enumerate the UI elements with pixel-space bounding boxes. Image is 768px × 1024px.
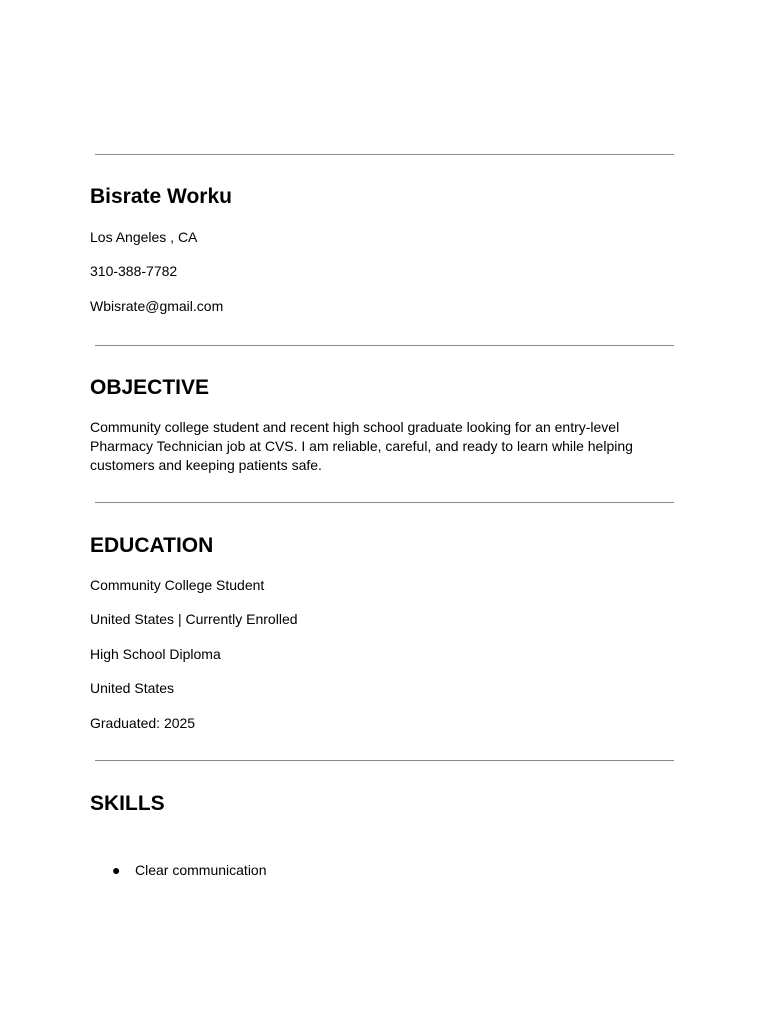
education-line: Community College Student: [90, 577, 265, 593]
education-line: United States: [90, 680, 175, 696]
divider-objective: [95, 345, 674, 346]
skill-label: Clear communication: [135, 862, 267, 878]
education-line: United States | Currently Enrolled: [90, 611, 298, 627]
skills-heading: SKILLS: [90, 792, 165, 815]
contact-email: Wbisrate@gmail.com: [90, 298, 224, 314]
bullet-icon: ●: [112, 862, 121, 878]
education-line: Graduated: 2025: [90, 715, 196, 731]
candidate-name: Bisrate Worku: [90, 185, 232, 208]
objective-text: Community college student and recent high school graduate looking for an entry-level Pharmacy Technician job at CVS. I am reliable, careful, and ready to learn while helping customers and keeping patients safe.: [90, 419, 633, 473]
divider-education: [95, 502, 674, 503]
contact-location: Los Angeles , CA: [90, 229, 198, 245]
divider-skills: [95, 760, 674, 761]
education-heading: EDUCATION: [90, 534, 214, 557]
education-line: High School Diploma: [90, 646, 221, 662]
contact-phone: 310-388-7782: [90, 263, 178, 279]
skills-list: [90, 861, 267, 880]
skill-item: [90, 861, 267, 880]
divider-top: [95, 154, 674, 155]
objective-heading: OBJECTIVE: [90, 376, 210, 399]
